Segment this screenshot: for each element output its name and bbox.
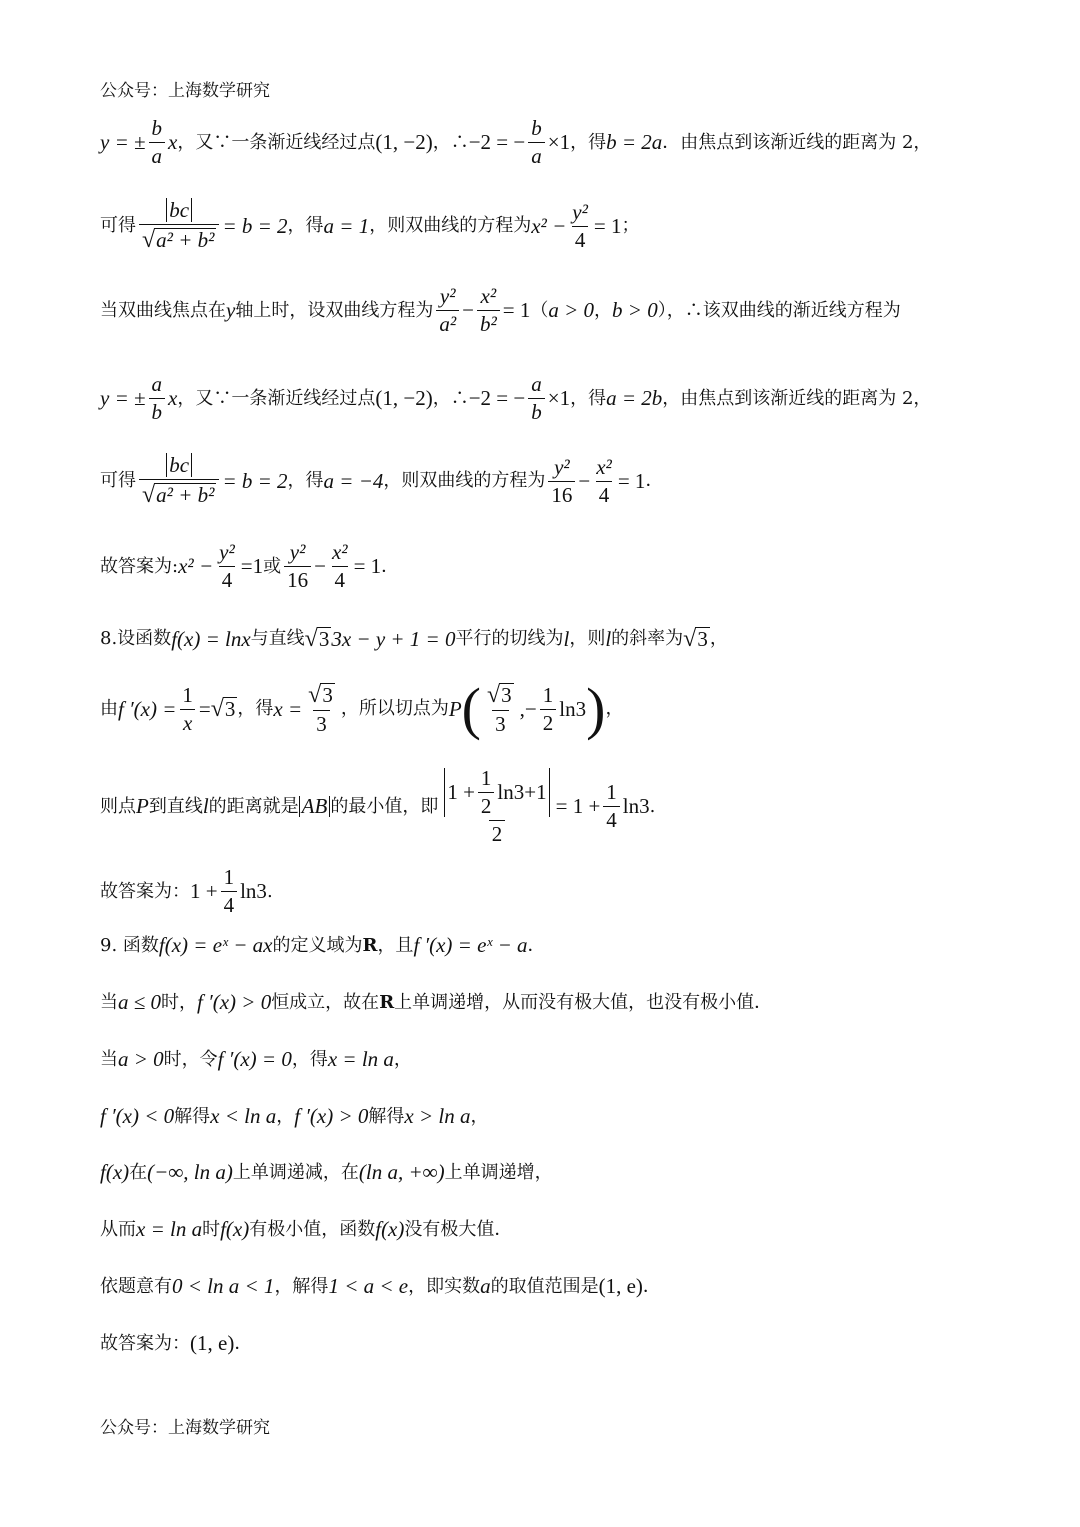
math-expr: f ′(x) = eˣ − a [413, 933, 528, 957]
text-run: ； [621, 215, 640, 236]
math-expr: x [168, 130, 178, 154]
math-expr: f(x) [220, 1217, 250, 1241]
text-run: ，得 [570, 387, 607, 409]
text-run: 从而 [100, 1218, 136, 1240]
text-run: 与直线 [250, 628, 305, 649]
math-expr: x = [273, 696, 303, 721]
text-run: 轴上时，设双曲线方程为 [235, 299, 434, 321]
abs-bc: bc [166, 453, 192, 477]
text-run: 可得 [100, 215, 136, 236]
text-run: 故答案为： [100, 880, 190, 902]
fraction: 1 + $\frac{1}{2}$ ln3 +1 2 [441, 768, 552, 845]
math-expr: a ≤ 0 [118, 990, 162, 1014]
text-run: 则点 [100, 795, 136, 817]
math-expr: a > 0 [548, 298, 595, 322]
text-run: . [266, 880, 273, 902]
fraction: bc √ a² + b² [139, 455, 219, 507]
text-run: （ [530, 299, 549, 321]
math-expr: ln3 [240, 879, 267, 903]
math-expr: f(x) = lnx [171, 626, 251, 651]
text-run: ，则双曲线的方程为 [383, 470, 546, 491]
solution-9-line-2 [100, 992, 990, 1013]
fraction: √ 3 3 [487, 682, 512, 736]
math-expr: a > 0 [118, 1047, 164, 1071]
text-run: 到直线 [148, 795, 203, 817]
text-run: ，且 [377, 934, 414, 956]
text-run: 可得 [100, 470, 136, 491]
math-expr: a [480, 1274, 491, 1298]
text-run: 时， [161, 991, 198, 1013]
fraction: √ 3 3 [308, 682, 333, 736]
text-run: 的距离就是 [208, 795, 299, 817]
fraction: $\frac{1}{4}$ [221, 867, 238, 916]
fraction: $\frac{b}{a}$ [528, 118, 545, 167]
fraction: $\frac{a}{b}$ [528, 374, 545, 423]
text-run: 9. 函数 [100, 934, 159, 956]
text-run: 由 [100, 698, 118, 719]
fraction: $\frac{1}{2}$ [540, 685, 557, 734]
math-expr: a = 2b [606, 386, 663, 410]
text-run: 8.设函数 [100, 628, 172, 649]
math-expr: 0 < ln a < 1 [172, 1274, 275, 1298]
math-expr: f(x) = eˣ − ax [158, 933, 273, 957]
solution-9-line-7 [100, 1276, 990, 1297]
fraction: $\frac{\text{x²}}{4}$ [596, 454, 612, 507]
math-expr: 1 < a < e [328, 1274, 409, 1298]
math-expr: ×1 [547, 130, 571, 154]
math-expr: (1, e) [190, 1331, 235, 1355]
text-run: ，∴ [432, 131, 469, 153]
text-run: ，则双曲线的方程为 [369, 215, 532, 236]
math-expr: f ′(x) = 0 [217, 1047, 292, 1071]
math-expr: (1, e) [598, 1274, 643, 1298]
math-expr: b = 2a [606, 130, 663, 154]
text-run: ，又∵一条渐近线经过点 [177, 131, 376, 153]
text-run: 上单调递增， [444, 1161, 553, 1183]
text-run: ，得 [570, 131, 607, 153]
math-expr: P [448, 696, 462, 721]
solution-line-4 [100, 374, 990, 423]
footer-watermark: 公众号：上海数学研究 [100, 1418, 270, 1438]
answer-line-7 [100, 542, 990, 591]
text-run: ， [393, 1048, 412, 1070]
math-expr: x = ln a [327, 1047, 394, 1071]
math-expr: − [314, 554, 326, 578]
math-expr: (1, −2) [375, 386, 433, 410]
math-expr: = [198, 696, 211, 721]
text-run: 上单调递增，从而没有极大值，也没有极小值． [394, 991, 773, 1013]
math-expr: l [202, 794, 209, 818]
math-expr: P [136, 794, 149, 818]
sqrt-3: √ 3 [683, 626, 708, 652]
solution-line-5 [100, 455, 990, 507]
answer-line-8 [100, 867, 990, 916]
text-run: 故答案为: [100, 555, 179, 577]
sqrt-ab: a² + b² [156, 483, 215, 507]
math-expr: l [563, 626, 570, 651]
solution-9-line-6 [100, 1219, 990, 1240]
real-set-symbol: R [379, 991, 395, 1013]
text-run: ，得 [287, 215, 324, 236]
math-expr: f(x) [375, 1217, 405, 1241]
text-run: 故答案为： [100, 1332, 190, 1354]
abs-bc: bc [166, 198, 192, 222]
math-expr: − [524, 696, 537, 721]
math-expr: f(x) [100, 1160, 130, 1184]
text-run: 依题意有 [100, 1275, 172, 1297]
fraction: $\frac{b}{a}$ [149, 118, 166, 167]
fraction: $\frac{\text{y²}}{4}$ [219, 540, 235, 592]
text-run: ，∴ [432, 387, 469, 409]
text-run: 当 [100, 1048, 118, 1070]
text-run: 时 [202, 1218, 221, 1240]
text-run: 解得 [174, 1105, 211, 1127]
text-run: 的斜率为 [611, 628, 684, 649]
text-run: ． [527, 934, 546, 956]
math-expr: =1 [240, 554, 264, 578]
header-watermark: 公众号：上海数学研究 [100, 81, 270, 101]
solution-line-2 [100, 200, 990, 252]
text-run: 解得 [368, 1105, 405, 1127]
math-expr: x² − [531, 213, 567, 238]
text-run: ， [709, 628, 728, 649]
math-expr: = 1 [502, 298, 531, 322]
math-expr: 3x − y + 1 = 0 [331, 626, 456, 651]
text-run: 在 [129, 1161, 148, 1183]
text-run: 有极小值，函数 [249, 1218, 376, 1240]
math-expr: f ′(x) > 0 [294, 1104, 369, 1128]
solution-8-line-1 [100, 627, 990, 651]
math-expr: ×1 [547, 386, 571, 410]
text-run: ，解得 [274, 1275, 329, 1297]
text-run: ． [642, 1275, 661, 1297]
math-expr: y = ± [100, 130, 146, 154]
math-expr: y [226, 298, 236, 322]
text-run: 没有极大值． [404, 1218, 513, 1240]
text-run: ），∴该双曲线的渐近线方程为 [657, 299, 901, 321]
solution-8-line-2: 由 f ′(x) = $\frac{1}{x}$ = √ 3 ，得 x = √ 3 3 ，所以切点为 P ( √ 3 3 , − $\frac{1}{2}$ ln3 ) ， [100, 676, 624, 741]
text-run: ，又∵一条渐近线经过点 [177, 387, 376, 409]
math-expr: = b = 2 [222, 213, 288, 238]
math-expr: ln3 [622, 794, 650, 818]
math-expr: − [578, 468, 591, 493]
text-run: ，则 [569, 628, 606, 649]
math-expr: = 1 [353, 554, 382, 578]
solution-9-line-1 [100, 935, 990, 956]
text-run: 或 [263, 555, 282, 577]
math-expr: f ′(x) = [118, 696, 177, 721]
math-expr: (−∞, ln a) [147, 1160, 233, 1184]
fraction: $\frac{\text{x²}}{4}$ [331, 540, 348, 592]
text-run: ，由焦点到该渐近线的距离为 2， [662, 387, 932, 409]
text-run: 上单调递减，在 [232, 1161, 359, 1183]
solution-9-line-4 [100, 1106, 990, 1127]
math-expr: 1 + [190, 879, 218, 903]
text-run: ．由焦点到该渐近线的距离为 2， [662, 131, 932, 153]
math-expr: = 1 [593, 213, 622, 238]
abs-ab: AB [299, 796, 331, 817]
math-expr: = b = 2 [222, 468, 288, 493]
math-expr: x [168, 386, 178, 410]
sqrt-ab: a² + b² [156, 228, 215, 252]
text-run: ， [594, 299, 613, 321]
text-run: ，即实数 [408, 1275, 481, 1297]
text-run: 时，令 [163, 1048, 218, 1070]
solution-9-line-5 [100, 1162, 990, 1183]
solution-9-line-3 [100, 1049, 990, 1070]
math-expr: (1, −2) [375, 130, 433, 154]
fraction: $\frac{\text{y²}}{4}$ [572, 199, 588, 252]
text-run: 的定义域为 [272, 934, 363, 956]
text-run: 当 [100, 991, 118, 1013]
math-expr: (ln a, +∞) [358, 1160, 445, 1184]
fraction: $\frac{\text{x²}}{\text{b²}}$ [477, 286, 500, 335]
real-set-symbol: R [362, 934, 378, 956]
text-run: ，所以切点为 [340, 698, 449, 719]
math-expr: −2 = − [468, 130, 526, 154]
math-expr: a = 1 [323, 213, 370, 238]
math-expr: x = ln a [136, 1217, 203, 1241]
math-expr: x² − [178, 554, 214, 578]
text-run: ． [645, 470, 664, 491]
math-expr: l [605, 626, 612, 651]
math-expr: = 1 [617, 468, 646, 493]
text-run: . [649, 795, 656, 817]
math-expr: a = −4 [323, 468, 384, 493]
math-expr: f ′(x) > 0 [197, 990, 272, 1014]
fraction: $\frac{\text{y²}}{16}$ [284, 542, 311, 591]
fraction: $\frac{a}{b}$ [149, 374, 166, 423]
text-run: 当双曲线焦点在 [100, 299, 226, 321]
fraction: $\frac{\text{y²}}{\text{a²}}$ [436, 286, 459, 335]
math-expr: f ′(x) < 0 [100, 1104, 175, 1128]
math-expr: − [462, 298, 474, 322]
text-run: 恒成立，故在 [271, 991, 380, 1013]
math-expr: b > 0 [612, 298, 658, 322]
fraction: $\frac{1}{4}$ [603, 782, 620, 831]
math-expr: , [519, 696, 525, 721]
solution-line-3 [100, 286, 990, 335]
math-expr: y = ± [100, 386, 146, 410]
sqrt-3: √ 3 [304, 626, 330, 652]
fraction: bc √ a² + b² [139, 200, 219, 252]
text-run: ． [381, 555, 400, 577]
text-run: ，得 [291, 1048, 328, 1070]
solution-8-line-3 [100, 768, 990, 845]
fraction: $\frac{\text{y²}}{16}$ [548, 457, 575, 506]
text-run: ，得 [287, 470, 324, 491]
math-expr: = 1 + [555, 794, 601, 818]
text-run: 的取值范围是 [490, 1275, 599, 1297]
math-expr: x < ln a [210, 1104, 277, 1128]
math-expr: x > ln a [404, 1104, 471, 1128]
text-run: ， [470, 1105, 489, 1127]
text-run: 的最小值，即 [330, 795, 439, 817]
text-run: ． [234, 1332, 253, 1354]
fraction: $\frac{1}{x}$ [179, 685, 196, 734]
text-run: ，得 [237, 698, 274, 719]
sqrt-3: √ 3 [210, 696, 236, 722]
text-run: 平行的切线为 [455, 628, 564, 649]
text-run: ， [605, 698, 624, 719]
answer-line-9 [100, 1333, 990, 1354]
text-run: ， [276, 1105, 295, 1127]
math-expr: ln3 [559, 696, 587, 721]
math-expr: −2 = − [468, 386, 526, 410]
solution-line-1 [100, 118, 990, 167]
